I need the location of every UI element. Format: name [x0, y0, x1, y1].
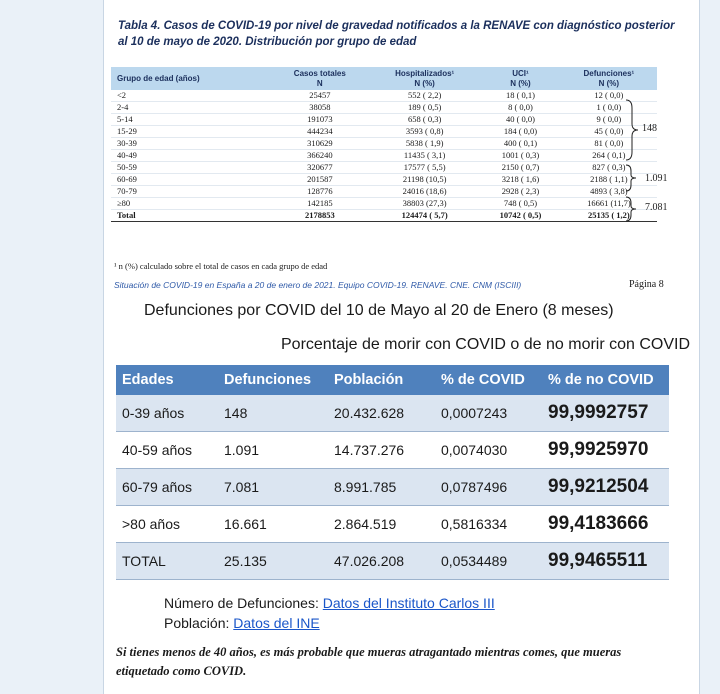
brace-shape [624, 163, 638, 193]
table-caption: Tabla 4. Casos de COVID-19 por nivel de gravedad notificados a la RENAVE con diagnóstico posterior al 10 de mayo de 2020. Distribución por grupo de edad [118, 20, 675, 48]
table-cell: 5838 ( 1,9) [369, 138, 480, 150]
carlos-iii-link[interactable]: Datos del Instituto Carlos III [322, 595, 495, 611]
table-cell: 444234 [271, 126, 370, 138]
table-cell: 2188 ( 1,1) [561, 174, 657, 186]
brace-group-3 [624, 195, 668, 223]
table-cell: 2.864.519 [328, 506, 435, 543]
table-cell: 47.026.208 [328, 543, 435, 580]
percentage-heading: Porcentaje de morir con COVID o de no morir con COVID [281, 336, 691, 353]
table-footnote: ¹ n (%) calculado sobre el total de casos en cada grupo de edad [114, 261, 328, 271]
document-page [103, 0, 700, 694]
col-header-deaths: Defunciones [218, 365, 328, 395]
table-cell: 16661 (11,7) [561, 198, 657, 210]
table-cell: 60-69 [111, 174, 271, 186]
table-row [116, 432, 669, 469]
table-cell: 184 ( 0,0) [480, 126, 561, 138]
table-cell: 552 ( 2,2) [369, 90, 480, 102]
brace-label-148: 148 [642, 123, 657, 134]
cases-table [111, 67, 657, 222]
table-cell: 1.091 [218, 432, 328, 469]
col-header-population: Población [328, 365, 435, 395]
table-cell: 99,9925970 [542, 432, 669, 469]
table-row [116, 543, 669, 580]
brace-group-1 [624, 98, 657, 162]
col-header-icu: UCI¹ N (%) [480, 67, 561, 90]
ine-link[interactable]: Datos del INE [233, 615, 320, 631]
table-cell: 81 ( 0,0) [561, 138, 657, 150]
table-cell: 128776 [271, 186, 370, 198]
table-cell: 24016 (18,6) [369, 186, 480, 198]
table-cell: 25135 ( 1,2) [561, 210, 657, 222]
table-cell: 11435 ( 3,1) [369, 150, 480, 162]
table-cell: 5-14 [111, 114, 271, 126]
table-cell: 50-59 [111, 162, 271, 174]
cases-table-header [111, 67, 657, 90]
table-cell: 9 ( 0,0) [561, 114, 657, 126]
table-cell: 7.081 [218, 469, 328, 506]
col-header-cases: Casos totales N [271, 67, 370, 90]
table-row [111, 162, 657, 174]
table-cell: 10742 ( 0,5) [480, 210, 561, 222]
table-cell: 45 ( 0,0) [561, 126, 657, 138]
table-cell: 0,5816334 [435, 506, 542, 543]
table-cell: 25.135 [218, 543, 328, 580]
table-cell: 201587 [271, 174, 370, 186]
table-row [111, 138, 657, 150]
table-cell: 99,9465511 [542, 543, 669, 580]
table-row [116, 506, 669, 543]
table-row [116, 469, 669, 506]
table-cell: 264 ( 0,1) [561, 150, 657, 162]
table-cell: 4893 ( 3,8) [561, 186, 657, 198]
brace-label-1091: 1.091 [645, 173, 668, 184]
page-number: Página 8 [629, 279, 664, 290]
table-cell: 2150 ( 0,7) [480, 162, 561, 174]
table-cell: 14.737.276 [328, 432, 435, 469]
col-header-hospitalized: Hospitalizados¹ N (%) [369, 67, 480, 90]
population-source [164, 613, 495, 633]
table-cell: 3593 ( 0,8) [369, 126, 480, 138]
table-cell: 320677 [271, 162, 370, 174]
table-row [111, 102, 657, 114]
table-cell: 366240 [271, 150, 370, 162]
table-cell: 38803 (27,3) [369, 198, 480, 210]
col-header-ages: Edades [116, 365, 218, 395]
table-cell: 400 ( 0,1) [480, 138, 561, 150]
col-header-pct-covid: % de COVID [435, 365, 542, 395]
table-cell: 15-29 [111, 126, 271, 138]
table-cell: 60-79 años [116, 469, 218, 506]
table-cell: 0,0787496 [435, 469, 542, 506]
brace-group-2 [624, 163, 668, 193]
col-header-pct-no-covid: % de no COVID [542, 365, 669, 395]
table-cell: 2928 ( 2,3) [480, 186, 561, 198]
table-row [111, 198, 657, 210]
deaths-source [164, 593, 495, 613]
table-cell: 1001 ( 0,3) [480, 150, 561, 162]
table-cell: 189 ( 0,5) [369, 102, 480, 114]
table-cell: 0,0534489 [435, 543, 542, 580]
brace-shape [624, 195, 638, 223]
table-cell: 3218 ( 1,6) [480, 174, 561, 186]
table-cell: 20.432.628 [328, 395, 435, 432]
table-cell: 8 ( 0,0) [480, 102, 561, 114]
table-cell: 827 ( 0,3) [561, 162, 657, 174]
table-cell: 18 ( 0,1) [480, 90, 561, 102]
table-cell: 0-39 años [116, 395, 218, 432]
table-cell: 40-59 años [116, 432, 218, 469]
table-cell: 8.991.785 [328, 469, 435, 506]
table-cell: 99,9992757 [542, 395, 669, 432]
table-row [111, 150, 657, 162]
table-cell: 12 ( 0,0) [561, 90, 657, 102]
table-row [111, 90, 657, 102]
table-cell: 25457 [271, 90, 370, 102]
deaths-heading: Defunciones por COVID del 10 de Mayo al 20 de Enero (8 meses) [144, 302, 614, 319]
percentage-table [116, 365, 669, 580]
table-cell: 191073 [271, 114, 370, 126]
table-cell: 16.661 [218, 506, 328, 543]
table-cell: 124474 ( 5,7) [369, 210, 480, 222]
percentage-table-header [116, 365, 669, 395]
table-cell: <2 [111, 90, 271, 102]
table-cell: 30-39 [111, 138, 271, 150]
table-cell: 99,4183666 [542, 506, 669, 543]
table-cell: >80 años [116, 506, 218, 543]
table-cell: 99,9212504 [542, 469, 669, 506]
col-header-age: Grupo de edad (años) [111, 67, 271, 90]
col-header-deaths: Defunciones¹ N (%) [561, 67, 657, 90]
table-cell: 38058 [271, 102, 370, 114]
table-row [111, 126, 657, 138]
table-cell: 17577 ( 5,5) [369, 162, 480, 174]
table-cell: 21198 (10,5) [369, 174, 480, 186]
table-cell: 658 ( 0,3) [369, 114, 480, 126]
table-row [116, 395, 669, 432]
table-cell: 1 ( 0,0) [561, 102, 657, 114]
deaths-source-label: Número de Defunciones: [164, 595, 323, 611]
table-cell: ≥80 [111, 198, 271, 210]
table-cell: TOTAL [116, 543, 218, 580]
table-row [111, 186, 657, 198]
table-row [111, 174, 657, 186]
table-cell: 2178853 [271, 210, 370, 222]
table-cell: 2-4 [111, 102, 271, 114]
footer-note: Si tienes menos de 40 años, es más probable que mueras atragantado mientras comes, que mueras etiquetado como COVID. [116, 645, 622, 678]
source-line: Situación de COVID-19 en España a 20 de enero de 2021. Equipo COVID-19. RENAVE. CNE. CNM (ISCIII) [114, 280, 522, 290]
population-source-label: Población: [164, 615, 234, 631]
table-cell: 70-79 [111, 186, 271, 198]
data-sources [164, 593, 495, 633]
table-cell: Total [111, 210, 271, 222]
table-cell: 0,0007243 [435, 395, 542, 432]
table-cell: 142185 [271, 198, 370, 210]
table-cell: 148 [218, 395, 328, 432]
table-cell: 0,0074030 [435, 432, 542, 469]
table-cell: 748 ( 0,5) [480, 198, 561, 210]
brace-label-7081: 7.081 [645, 202, 668, 213]
table-cell: 40-49 [111, 150, 271, 162]
table-row [111, 114, 657, 126]
table-cell: 40 ( 0,0) [480, 114, 561, 126]
table-cell: 310629 [271, 138, 370, 150]
table-row [111, 210, 657, 222]
